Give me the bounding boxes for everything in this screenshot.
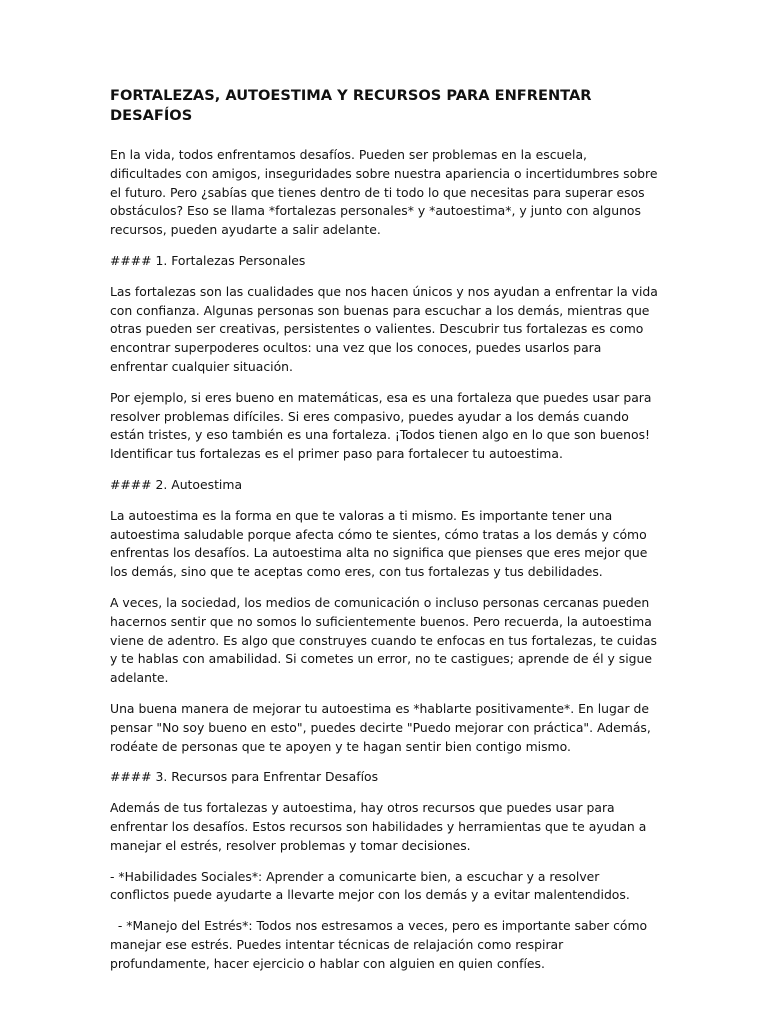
section-3-bullet-2: - *Manejo del Estrés*: Todos nos estresamos a veces, pero es importante saber cómo manejar ese estrés. Puedes intentar técnicas de relajación como respirar profundamente, hacer ejercicio o hablar con alguien en quien confíes. xyxy=(110,918,652,971)
section-3-paragraph-1: Además de tus fortalezas y autoestima, hay otros recursos que puedes usar para enfrentar los desafíos. Estos recursos son habilidades y herramientas que te ayudan a manejar el estrés, resolver problemas y tomar decisiones. xyxy=(110,800,647,853)
section-2-paragraph-1: La autoestima es la forma en que te valoras a ti mismo. Es importante tener una autoestima saludable porque afecta cómo te sientes, cómo tratas a los demás y cómo enfrentas los desafíos. La autoestima alta no significa que pienses que eres mejor que los demás, sino que te aceptas como eres, con tus fortalezas y tus debilidades. xyxy=(110,507,648,580)
section-1-heading: #### 1. Fortalezas Personales xyxy=(110,252,306,268)
intro-paragraph: En la vida, todos enfrentamos desafíos. Pueden ser problemas en la escuela, dificultades con amigos, inseguridades sobre nuestra apariencia o incertidumbres sobre el futuro. Pero ¿sabías que tienes dentro de ti todo lo que necesitas para superar esos obstáculos? Eso se llama *fortalezas personales* y *autoestima*, y junto con algunos recursos, pueden ayudarte a salir adelante. xyxy=(110,147,658,238)
section-3-heading: #### 3. Recursos para Enfrentar Desafíos xyxy=(110,769,379,785)
section-1-paragraph-2: Por ejemplo, si eres bueno en matemáticas, esa es una fortaleza que puedes usar para resolver problemas difíciles. Si eres compasivo, puedes ayudar a los demás cuando están tristes, y eso también es una fortaleza. ¡Todos tienen algo en lo que son buenos! Identificar tus fortalezas es el primer paso para fortalecer tu autoestima. xyxy=(110,389,652,462)
document-title: FORTALEZAS, AUTOESTIMA Y RECURSOS PARA ENFRENTAR DESAFÍOS xyxy=(110,87,592,124)
section-2-paragraph-3: Una buena manera de mejorar tu autoestima es *hablarte positivamente*. En lugar de pensar "No soy bueno en esto", puedes decirte "Puedo mejorar con práctica". Además, rodéate de personas que te apoyen y te hagan sentir bien contigo mismo. xyxy=(110,700,651,754)
section-2-heading: #### 2. Autoestima xyxy=(110,476,243,492)
section-1-paragraph-1: Las fortalezas son las cualidades que nos hacen únicos y nos ayudan a enfrentar la vida con confianza. Algunas personas son buenas para escuchar a los demás, mientras que otras pueden ser creativas, persistentes o valientes. Descubrir tus fortalezas es como encontrar superpoderes ocultos: una vez que los conoces, puedes usarlos para enfrentar cualquier situación. xyxy=(110,283,658,374)
section-2-paragraph-2: A veces, la sociedad, los medios de comunicación o incluso personas cercanas pueden hacernos sentir que no somos lo suficientemente buenos. Pero recuerda, la autoestima viene de adentro. Es algo que construyes cuando te enfocas en tus fortalezas, te cuidas y te hablas con amabilidad. Si cometes un error, no te castigues; aprende de él y sigue adelante. xyxy=(110,594,657,686)
section-3-bullet-1: - *Habilidades Sociales*: Aprender a comunicarte bien, a escuchar y a resolver conflictos puede ayudarte a llevarte mejor con los demás y a evitar malentendidos. xyxy=(110,868,630,903)
